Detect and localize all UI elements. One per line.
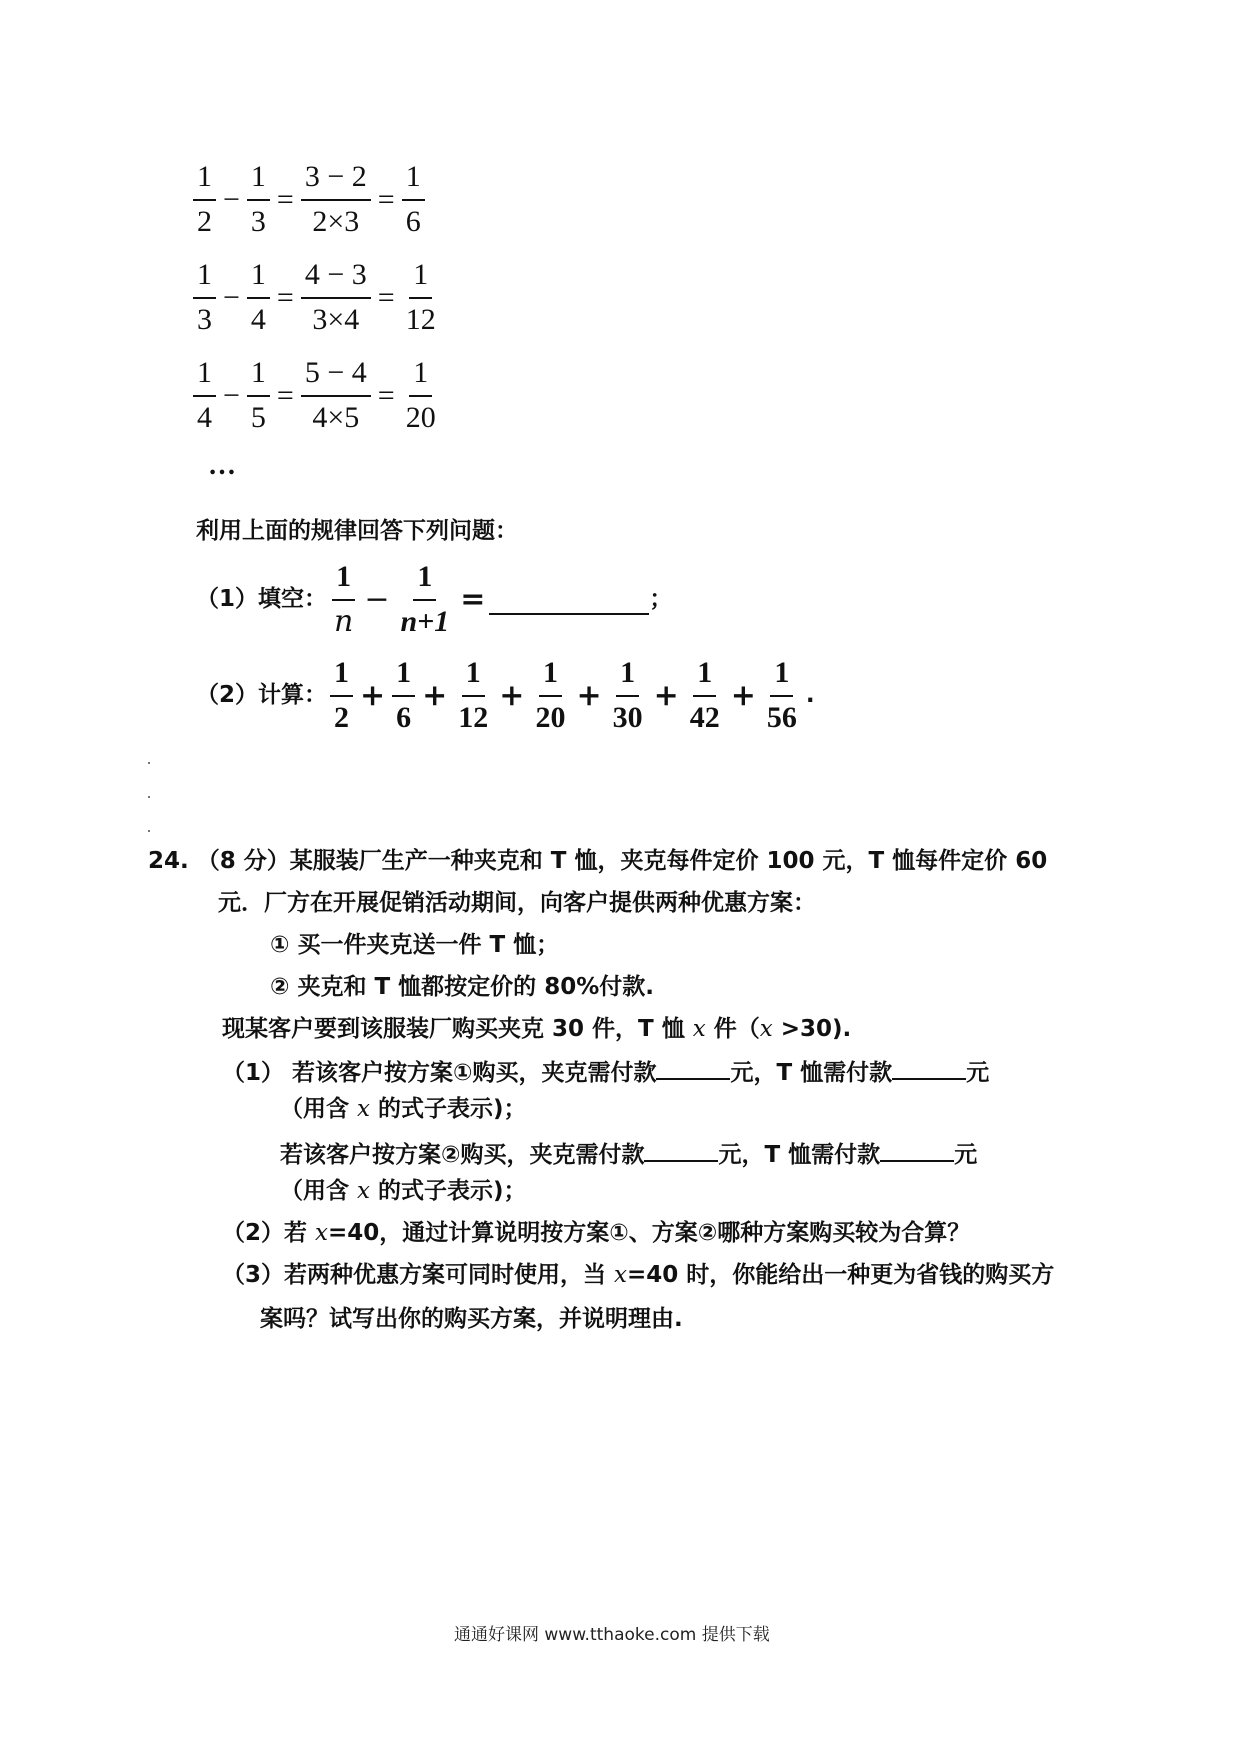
scan-dot xyxy=(148,762,150,764)
minus-sign: − xyxy=(223,280,240,314)
fraction: $\frac{1}{20}$ xyxy=(405,356,436,434)
problem-24-condition: 现某客户要到该服装厂购买夹克 30 件，T 恤 x 件（x >30). xyxy=(222,1016,852,1042)
plus-sign: + xyxy=(499,678,525,713)
minus-sign: − xyxy=(364,582,390,617)
equals-sign: = xyxy=(377,182,395,216)
sub-question-3-line-2: 案吗？试写出你的购买方案，并说明理由. xyxy=(260,1306,683,1332)
fraction: $\frac{1}{56}$ xyxy=(766,656,797,734)
fraction: $\frac{1}{42}$ xyxy=(689,656,720,734)
fraction: $\frac{1}{6}$ xyxy=(402,160,425,239)
fraction: $\frac{4 - 3}{3\times 4}$ xyxy=(301,258,371,337)
fraction: $\frac{1}{2}$ xyxy=(330,656,353,735)
question-2-compute xyxy=(196,656,815,735)
page-footer: 通通好课网 www.tthaoke.com 提供下载 xyxy=(454,1625,770,1645)
sub-question-1-plan-1: （1） 若该客户按方案①购买，夹克需付款 元，T 恤需付款 元 xyxy=(222,1060,990,1086)
equals-sign: = xyxy=(276,280,294,314)
problem-24-statement-line-2: 元．厂方在开展促销活动期间，向客户提供两种优惠方案： xyxy=(218,890,816,916)
example-equation-2 xyxy=(190,258,443,337)
fraction: $\frac{1}{5}$ xyxy=(247,356,270,435)
equals-sign: = xyxy=(377,378,395,412)
sub-question-1-note-2: （用含 x 的式子表示)； xyxy=(280,1178,527,1204)
plus-sign: + xyxy=(422,678,448,713)
example-equation-1 xyxy=(190,160,428,239)
sub-question-2: （2）若 x=40，通过计算说明按方案①、方案②哪种方案购买较为合算？ xyxy=(222,1220,971,1246)
jacket-payment-blank-plan-1[interactable] xyxy=(656,1058,730,1080)
fraction: $\frac{1}{20}$ xyxy=(535,656,566,734)
question-label: （1）填空： xyxy=(196,586,328,612)
answer-blank[interactable] xyxy=(489,585,649,615)
minus-sign: − xyxy=(223,182,240,216)
minus-sign: − xyxy=(223,378,240,412)
period: . xyxy=(805,682,815,708)
fraction: $\frac{5 - 4}{4\times 5}$ xyxy=(301,356,371,435)
scan-dot xyxy=(148,830,150,832)
sub-question-3-line-1: （3）若两种优惠方案可同时使用，当 x=40 时，你能给出一种更为省钱的购买方 xyxy=(222,1262,1055,1288)
fraction: $\frac{1}{3}$ xyxy=(193,258,216,337)
question-1-fill-in xyxy=(196,560,672,639)
fraction: $\frac{1}{n+1}$ xyxy=(400,560,450,638)
fraction: $\frac{1}{n}$ xyxy=(334,560,354,639)
equals-sign: = xyxy=(377,280,395,314)
plus-sign: + xyxy=(653,678,679,713)
tshirt-payment-blank-plan-1[interactable] xyxy=(892,1058,966,1080)
jacket-payment-blank-plan-2[interactable] xyxy=(644,1140,718,1162)
tshirt-payment-blank-plan-2[interactable] xyxy=(880,1140,954,1162)
fraction: $\frac{1}{2}$ xyxy=(193,160,216,239)
scan-dot xyxy=(148,796,150,798)
plus-sign: + xyxy=(730,678,756,713)
fraction: $\frac{1}{4}$ xyxy=(247,258,270,337)
equals-sign: = xyxy=(276,378,294,412)
ellipsis: … xyxy=(208,450,236,481)
fraction: $\frac{3 - 2}{2\times 3}$ xyxy=(301,160,371,239)
plus-sign: + xyxy=(360,678,386,713)
option-1: ① 买一件夹克送一件 T 恤； xyxy=(270,932,560,958)
problem-24-statement-line-1: 24. （8 分）某服装厂生产一种夹克和 T 恤，夹克每件定价 100 元，T 恤每件定价 60 xyxy=(148,848,1048,874)
equals-sign: = xyxy=(460,582,486,617)
example-equation-3 xyxy=(190,356,443,435)
fraction: $\frac{1}{4}$ xyxy=(193,356,216,435)
option-2: ② 夹克和 T 恤都按定价的 80%付款. xyxy=(270,974,654,1000)
semicolon: ； xyxy=(649,586,673,612)
fraction: $\frac{1}{12}$ xyxy=(458,656,489,734)
equals-sign: = xyxy=(276,182,294,216)
fraction: $\frac{1}{6}$ xyxy=(392,656,415,735)
question-label: （2）计算： xyxy=(196,682,328,708)
sub-question-1-plan-2: 若该客户按方案②购买，夹克需付款 元，T 恤需付款 元 xyxy=(280,1142,978,1168)
instruction-text: 利用上面的规律回答下列问题： xyxy=(196,518,518,544)
fraction: $\frac{1}{3}$ xyxy=(247,160,270,239)
sub-question-1-note-1: （用含 x 的式子表示)； xyxy=(280,1096,527,1122)
fraction: $\frac{1}{12}$ xyxy=(405,258,436,336)
plus-sign: + xyxy=(576,678,602,713)
fraction: $\frac{1}{30}$ xyxy=(612,656,643,734)
